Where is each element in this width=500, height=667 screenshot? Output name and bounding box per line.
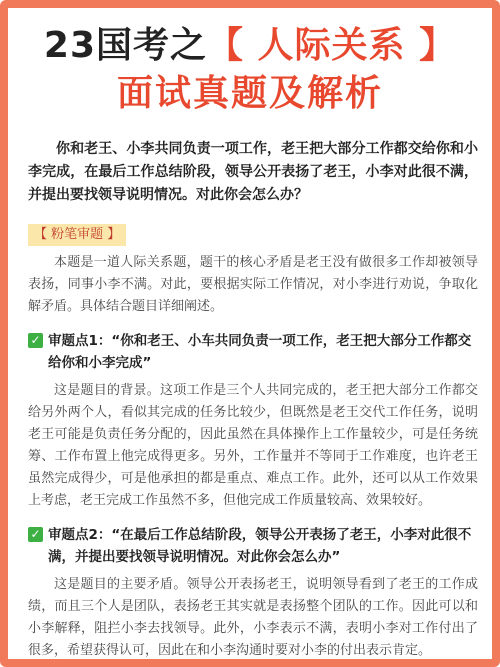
review-point-2-body: 这是题目的主要矛盾。领导公开表扬老王，说明领导看到了老王的工作成绩，而且三个人是团队，表扬老王其实就是表扬整个团队的工作。因此可以和小李解释，阻拦小李去找领导。此外，小李表示不满，表明小李对工作付出了很多，希望获得认可，因此在和小李沟通时要对小李的付出表示肯定。 — [28, 577, 478, 658]
intro-paragraph: 本题是一道人际关系题，题干的核心矛盾是老王没有做很多工作却被领导表扬，同事小李不满。对此，要根据实际工作情况，对小李进行劝说，争取化解矛盾。具体结合题目详细阐述。 — [28, 255, 478, 314]
title-topic: 【 人际关系 】 — [207, 25, 457, 66]
question-text: 你和老王、小李共同负责一项工作，老王把大部分工作都交给你和小李完成，在最后工作总结阶段，领导公开表扬了老王，小李对此很不满，并提出要找领导说明情况。对此你会怎么办？ — [28, 141, 478, 203]
review-point-2-label: 审题点2：“在最后工作总结阶段，领导公开表扬了老王，小李对此很不满，并提出要找领导说明情况。对此你会怎么办” — [48, 527, 472, 565]
page-title — [8, 24, 492, 68]
check-icon: ✓ — [28, 527, 43, 542]
review-point-1 — [28, 330, 478, 374]
header — [8, 8, 492, 126]
review-point-2 — [28, 524, 478, 568]
analysis-tag: 【 粉笔审题 】 — [28, 224, 126, 246]
title-prefix: 23国考之 — [43, 25, 208, 66]
review-point-1-body: 这是题目的背景。这项工作是三个人共同完成的，老王把大部分工作都交给另外两个人，看似其完成的任务比较少，但既然是老王交代工作任务，说明老王可能是负责任务分配的，因此虽然在具体操作上工作量较少，可是任务统筹、工作布置上他完成得更多。另外，工作量并不等同于工作难度，也许老王虽然完成得少，可是他承担的都是重点、难点工作。此外，还可以从工作效果上考虑，老王完成工作虽然不多，但他完成工作质量较高、效果较好。 — [28, 383, 478, 508]
review-point-1-label: 审题点1：“你和老王、小车共同负责一项工作，老王把大部分工作都交给你和小李完成” — [48, 333, 472, 371]
check-icon: ✓ — [28, 333, 43, 348]
page-subtitle: 面试真题及解析 — [116, 73, 383, 114]
